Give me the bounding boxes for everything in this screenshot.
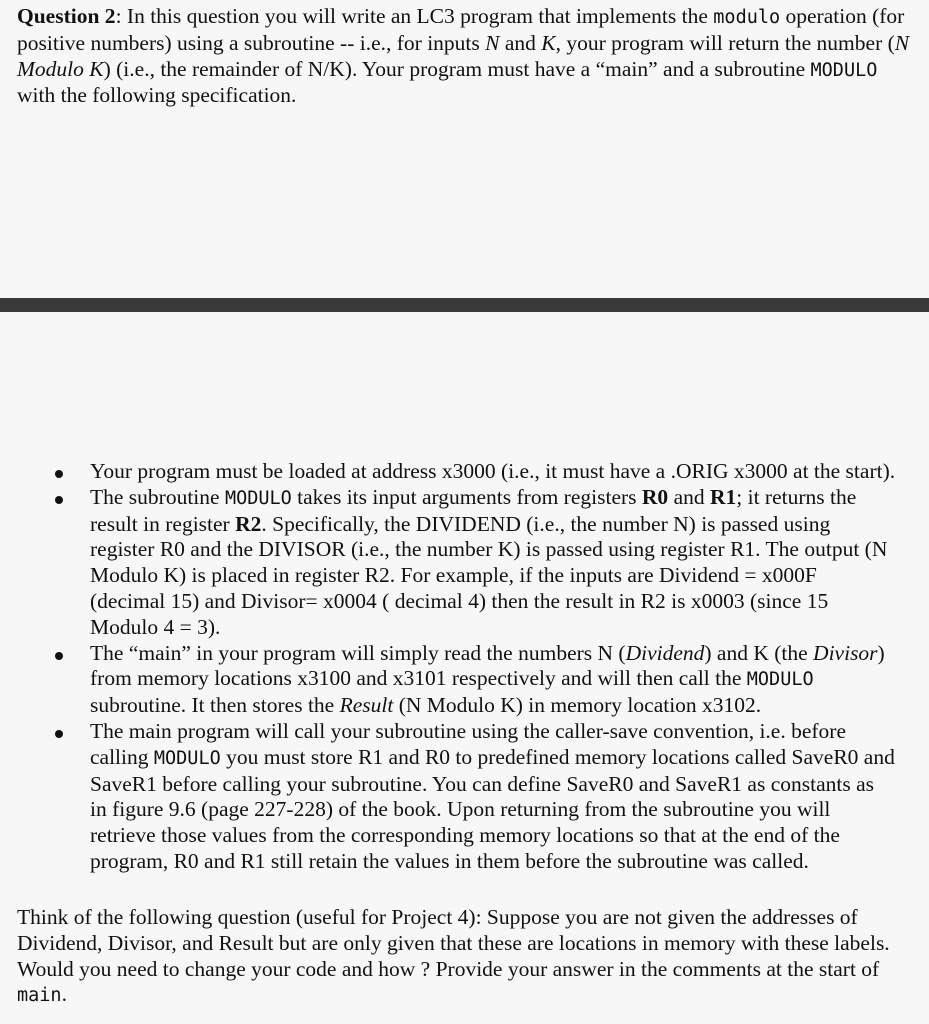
question-label: Question 2 xyxy=(17,4,116,28)
question-text: Question 2: In this question you will write an LC3 program that implements the modulo operation (for positive numbers) using a subroutine -- i.e., for inputs N and K, your program will return the number (N Modulo K) (i.e., the remainder of N/K). Your program must have a “main” and a subroutine MODULO with the following specification. xyxy=(17,4,910,108)
specification-list xyxy=(0,459,929,875)
code-modulo-subroutine: MODULO xyxy=(810,59,878,81)
bullet-icon xyxy=(55,652,63,660)
code-modulo: modulo xyxy=(713,7,781,28)
code-main: main xyxy=(17,985,62,1007)
list-item: Your program must be loaded at address x3000 (i.e., it must have a .ORIG x3000 at the start). xyxy=(0,459,896,485)
bullet-icon xyxy=(55,496,63,504)
bullet-icon xyxy=(55,730,63,738)
list-item: The “main” in your program will simply read the numbers N (Dividend) and K (the Divisor) from memory locations x3100 and x3101 respectively and will then call the MODULO subroutine. It then stores the Result (N Modulo K) in memory location x3102. xyxy=(0,641,896,719)
bullet-icon xyxy=(55,470,63,478)
list-item: The main program will call your subroutine using the caller-save convention, i.e. before calling MODULO you must store R1 and R0 to predefined memory locations called SaveR0 and SaveR1 before calling your subroutine. You can define SaveR0 and SaveR1 as constants as in figure 9.6 (page 227-228) of the book. Upon returning from the subroutine you will retrieve those values from the corresponding memory locations so that at the end of the program, R0 and R1 still retain the values in them before the subroutine was called. xyxy=(0,719,896,875)
think-question: Think of the following question (useful for Project 4): Suppose you are not given the addresses of Dividend, Divisor, and Result but are only given that these are locations in memory with these labels. Would you need to change your code and how ? Provide your answer in the comments at the start of main. xyxy=(17,905,890,1007)
section-divider xyxy=(0,298,929,312)
list-item: The subroutine MODULO takes its input arguments from registers R0 and R1; it returns the result in register R2. Specifically, the DIVIDEND (i.e., the number N) is passed using register R0 and the DIVISOR (i.e., the number K) is passed using register R1. The output (N Modulo K) is placed in register R2. For example, if the inputs are Dividend = x000F (decimal 15) and Divisor= x0004 ( decimal 4) then the result in R2 is x0003 (since 15 Modulo 4 = 3). xyxy=(0,485,896,641)
question-panel xyxy=(0,0,929,298)
